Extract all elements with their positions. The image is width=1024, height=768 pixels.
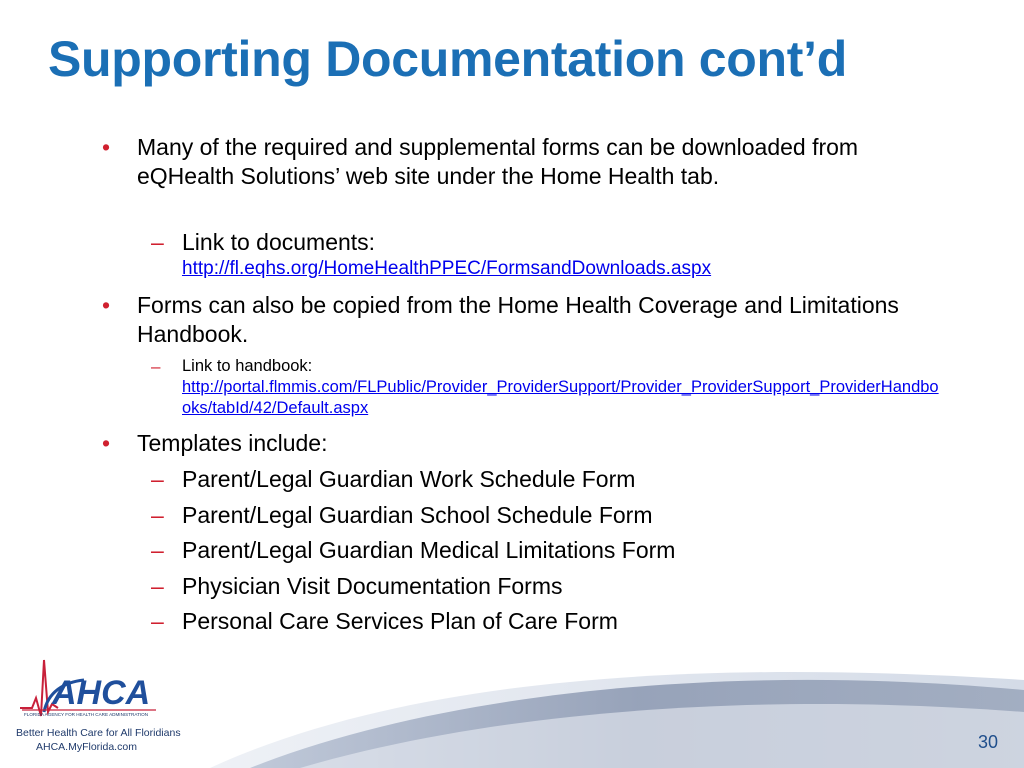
bullet-forms-download (102, 133, 937, 191)
bullet-templates (102, 429, 937, 458)
dash-marker: – (151, 537, 164, 563)
logo-subtitle: FLORIDA AGENCY FOR HEALTH CARE ADMINISTRATION (24, 712, 149, 717)
template-label: Physician Visit Documentation Forms (182, 573, 563, 599)
dash-marker: – (151, 573, 164, 599)
slide-number: 30 (977, 732, 998, 752)
ahca-website: AHCA.MyFlorida.com (36, 741, 137, 753)
dash-marker: – (151, 466, 164, 492)
template-item (151, 607, 942, 636)
documents-link[interactable]: http://fl.eqhs.org/HomeHealthPPEC/FormsandDownloads.aspx (182, 258, 712, 279)
bullet-marker: • (102, 134, 111, 160)
template-label: Parent/Legal Guardian Medical Limitations Form (182, 537, 676, 563)
bullet-marker: • (102, 292, 111, 318)
template-item (151, 572, 942, 601)
dash-marker: – (151, 229, 164, 255)
dash-marker: – (151, 608, 164, 634)
template-item (151, 465, 942, 494)
sub-bullet-label: Link to handbook: (182, 357, 313, 375)
bullet-marker: • (102, 430, 111, 456)
template-label: Parent/Legal Guardian School Schedule Form (182, 502, 653, 528)
template-label: Parent/Legal Guardian Work Schedule Form (182, 466, 636, 492)
slide-title: Supporting Documentation cont’d (48, 31, 847, 87)
dash-marker: – (151, 502, 164, 528)
template-item (151, 536, 942, 565)
handbook-link[interactable]: http://portal.flmmis.com/FLPublic/Provider_ProviderSupport/Provider_ProviderSupport_ProviderHandbooks/tabId/42/Default.aspx (182, 378, 939, 417)
template-label: Personal Care Services Plan of Care Form (182, 608, 618, 634)
bullet-handbook (102, 291, 937, 349)
template-item (151, 501, 942, 530)
bullet-text: Forms can also be copied from the Home Health Coverage and Limitations Handbook. (137, 292, 899, 347)
bullet-text: Many of the required and supplemental forms can be downloaded from eQHealth Solutions’ web site under the Home Health tab. (137, 134, 859, 189)
sub-bullet-documents-link (151, 228, 942, 281)
sub-bullet-label: Link to documents: (182, 229, 376, 255)
ahca-tagline: Better Health Care for All Floridians (16, 727, 181, 739)
sub-bullet-handbook-link (151, 356, 942, 419)
logo-wordmark: AHCA (52, 674, 151, 712)
bullet-text: Templates include: (137, 430, 328, 456)
dash-marker: – (151, 357, 161, 376)
